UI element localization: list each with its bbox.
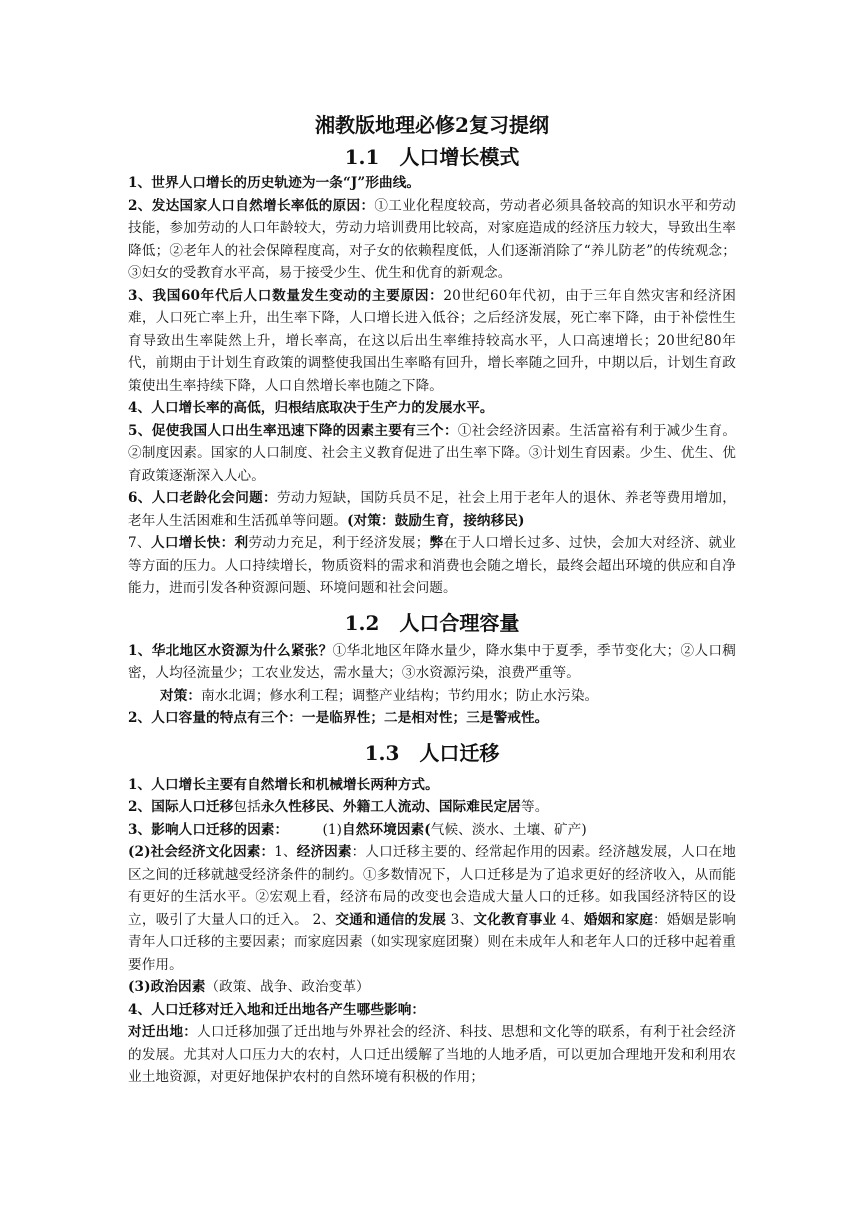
bold-text: 文化教育事业	[473, 911, 557, 928]
paragraph	[128, 976, 736, 999]
body-text: ①社会经济因素。生活富裕有利于减少生育。②制度因素。国家的人口制度、社会主义教育促进了出生率下降。③计划生育因素。少生、优生、优育政策逐渐深入人心。	[128, 422, 737, 484]
bold-text: 婚姻和家庭	[583, 911, 654, 928]
paragraph	[128, 532, 736, 600]
paragraph	[128, 819, 736, 842]
body-text: ：婚姻是影响青年人口迁移的主要因素；而家庭因素（如实现家庭团聚）则在未成年人和老年人口的迁移中起着重要作用。	[128, 911, 736, 973]
body-text: 4、	[556, 911, 584, 928]
document-title: 湘教版地理必修2复习提纲	[315, 113, 549, 137]
section-heading-1-2: 1.2 人口合理容量	[344, 610, 520, 635]
paragraph	[128, 707, 736, 730]
bold-text: 弊	[429, 535, 444, 551]
paragraph	[128, 397, 736, 420]
paragraph	[128, 640, 736, 685]
paragraph	[128, 487, 736, 532]
bold-text: 1、世界人口增长的历史轨迹为一条“J”形曲线。	[128, 175, 421, 191]
paragraph	[128, 1021, 736, 1089]
bold-text: 对迁出地：	[128, 1024, 198, 1040]
bold-text: (3)政治因素	[128, 979, 206, 995]
bold-text: (2)社会经济文化因素：	[128, 844, 275, 860]
bold-text: 4、人口迁移对迁入地和迁出地各产生哪些影响：	[128, 1001, 426, 1018]
section-heading-1-1: 1.1 人口增长模式	[344, 145, 520, 169]
body-text: 人口迁移加强了迁出地与外界社会的经济、科技、思想和文化等的联系，有利于社会经济的发展。尤其对人口压力大的农村，人口迁出缓解了当地的人地矛盾，可以更加合理地开发和利用农业土地资源，对更好地保护农村的自然环境有积极的作用；	[128, 1024, 736, 1085]
paragraph	[128, 774, 736, 797]
paragraph	[128, 420, 736, 488]
paragraph	[128, 841, 736, 976]
paragraph	[128, 999, 736, 1022]
bold-text: 5、促使我国人口出生率迅速下降的因素主要有三个：	[128, 422, 458, 439]
bold-text: 永久性移民、外籍工人流动、国际难民定居	[260, 799, 521, 815]
paragraph	[128, 285, 736, 398]
body-text: ：人口迁移主要的、经常起作用的因素。经济越发展，人口在地区之间的迁移就越受经济条件的制约。①多数情况下，人口迁移是为了追求更好的经济收入，从而能有更好的生活水平。②宏观上看，经济布局的改变也会造成大量人口的迁移。如我国经济特区的设立，吸引了大量人口的迁入。 2、	[128, 844, 736, 928]
body-text: 劳动力充足，利于经济发展；	[248, 535, 430, 551]
body-text: 气候、淡水、土壤、矿产)	[430, 821, 587, 838]
body-text: 7、	[128, 535, 151, 551]
body-text: 20世纪60年代初，由于三年自然灾害和经济困难，人口死亡率上升，出生率下降，人口增长进入低谷；之后经济发展，死亡率下降，由于补偿性生育导致出生率陡然上升，增长率高，在这以后出生率维持较高水平，人口高速增长；20世纪80年代，前期由于计划生育政策的调整使我国出生率略有回升，增长率随之回升，中期以后，计划生育政策使出生率持续下降，人口自然增长率也随之下降。	[128, 287, 736, 394]
body-text: 在于人口增长过多、过快，会加大对经济、就业等方面的压力。人口持续增长，物质资料的需求和消费也会随之增长，最终会超出环境的供应和自净能力，进而引发各种资源问题、环境问题和社会问题。	[128, 535, 736, 596]
body-text: (1)	[322, 821, 343, 838]
body-text: 等。	[521, 799, 549, 815]
body-text: ①工业化程度较高，劳动者必须具备较高的知识水平和劳动技能，参加劳动的人口年龄较大，劳动力培训费用比较高，对家庭造成的经济压力较大，导致出生率降低；②老年人的社会保障程度高，对子女的依赖程度低，人们逐渐消除了“养儿防老”的传统观念；③妇女的受教育水平高，易于接受少生、优生和优育的新观念。	[128, 197, 736, 281]
paragraph	[128, 685, 736, 708]
bold-text: 2、人口容量的特点有三个：一是临界性；二是相对性；三是警戒性。	[128, 710, 549, 726]
bold-text: 1、人口增长主要有自然增长和机械增长两种方式。	[128, 776, 439, 793]
bold-text: (对策：鼓励生育，接纳移民)	[347, 512, 525, 529]
paragraph	[128, 796, 736, 819]
bold-text: 2、国际人口迁移	[128, 799, 234, 815]
body-text: 包括	[233, 799, 261, 815]
bold-text: 1、华北地区水资源为什么紧张？	[128, 642, 333, 659]
body-text: 3、	[446, 911, 474, 928]
bold-text: 2、发达国家人口自然增长率低的原因：	[128, 197, 375, 214]
paragraph	[128, 195, 736, 285]
bold-text: 交通和通信的发展	[335, 911, 447, 928]
paragraph	[128, 172, 736, 195]
bold-text: 3、影响人口迁移的因素：	[128, 821, 282, 838]
body-text: （政策、战争、政治变革）	[205, 979, 370, 995]
body-text: 1、	[274, 844, 297, 860]
bold-text: 经济因素	[296, 844, 352, 860]
bold-text: 对策：	[160, 687, 202, 704]
body-text: 南水北调；修水利工程；调整产业结构；节约用水；防止水污染。	[201, 687, 599, 704]
bold-text: 6、人口老龄化会问题：	[128, 490, 277, 506]
body-text: ①华北地区年降水量少，降水集中于夏季，季节变化大；②人口稠密，人均径流量少；工农业发达，需水量大；③水资源污染，浪费严重等。	[128, 642, 736, 681]
section-heading-1-3: 1.3 人口迁移	[364, 740, 500, 765]
bold-text: 人口增长快：利	[150, 535, 249, 551]
body-text	[281, 822, 322, 838]
body-text: 劳动力短缺，国防兵员不足，社会上用于老年人的退休、养老等费用增加，老年人生活困难和生活孤单等问题。	[128, 490, 736, 529]
bold-text: 自然环境因素(	[342, 821, 431, 838]
document-page	[128, 108, 736, 1089]
bold-text: 3、我国60年代后人口数量发生变动的主要原因：	[128, 287, 444, 304]
bold-text: 4、人口增长率的高低，归根结底取决于生产力的发展水平。	[128, 400, 494, 416]
